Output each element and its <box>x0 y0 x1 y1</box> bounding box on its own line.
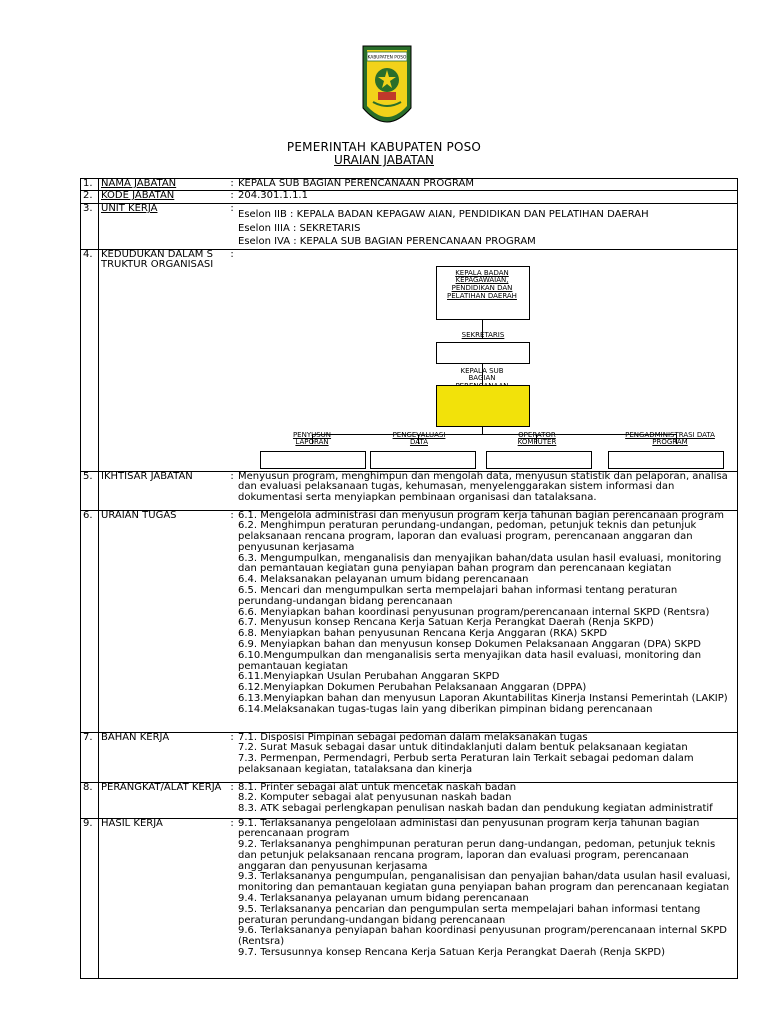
list-item: 9.4. Terlaksananya pelayanan umum bidang perencanaan <box>238 893 529 905</box>
row-nama-jabatan <box>81 179 738 191</box>
colon: : <box>228 191 236 204</box>
org-label-staff: PENGEVALUASI DATA <box>392 430 446 447</box>
row-value: KEPALA SUB BAGIAN PERENCANAAN PROGRAM <box>236 179 738 191</box>
colon: : <box>228 179 236 191</box>
row-number: 6. <box>81 510 99 732</box>
kabupaten-poso-emblem <box>361 44 413 136</box>
list-item: 9.6. Terlaksananya penyiapan bahan koordinasi penyusunan program/perencanaan internal SKPD (Rentsra) <box>238 925 727 948</box>
unit-line: Eselon IIB : KEPALA BADAN KEPAGAW AIAN, PENDIDIKAN DAN PELATIHAN DAERAH <box>238 209 649 220</box>
result-list <box>236 818 738 978</box>
list-item: 7.2. Surat Masuk sebagai dasar untuk ditindaklanjuti dalam bentuk pelaksanaan kegiatan <box>238 742 688 754</box>
colon: : <box>228 818 236 978</box>
list-item: 9.7. Tersusunnya konsep Rencana Kerja Satuan Kerja Perangkat Daerah (Renja SKPD) <box>238 947 666 959</box>
row-value: 204.301.1.1.1 <box>236 191 738 204</box>
list-item: 6.10.Mengumpulkan dan menganalisis serta menyajikan data hasil evaluasi, monitoring dan pemantauan kegiatan <box>238 649 702 672</box>
list-item: 9.3. Terlaksananya pengumpulan, penganalisisan dan penyajian bahan/data usulan hasil evaluasi, monitoring dan pemantauan kegiatan guna penyiapan bahan program dan perencanaan kegiatan <box>238 871 731 894</box>
org-box-kasubag <box>436 385 530 427</box>
org-label-kepala-badan: KEPALA BADAN KEPAGAWAIAN, PENDIDIKAN DAN PELATIHAN DAERAH <box>447 268 517 300</box>
row-number: 9. <box>81 818 99 978</box>
header-title: URAIAN JABATAN <box>333 153 434 167</box>
list-item: 8.1. Printer sebagai alat untuk mencetak naskah badan <box>238 781 517 793</box>
org-box-staff <box>370 451 476 469</box>
unit-line: Eselon IVA : KEPALA SUB BAGIAN PERENCANAAN PROGRAM <box>238 236 536 247</box>
list-item: 6.9. Menyiapkan bahan dan menyusun konsep Dokumen Pelaksanaan Anggaran (DPA) SKPD <box>238 639 701 651</box>
colon: : <box>228 471 236 510</box>
row-ikhtisar <box>81 471 738 510</box>
row-perangkat <box>81 782 738 818</box>
list-item: 6.1. Mengelola administrasi dan menyusun program kerja tahunan bagian perencanaan program <box>238 509 724 521</box>
org-label-staff: OPERATOR KOMPUTER <box>517 430 557 447</box>
org-chart <box>236 250 737 468</box>
list-item: 9.1. Terlaksananya pengelolaan administasi dan penyusunan program kerja tahunan bagian perencanaan program <box>238 817 700 840</box>
org-chart-cell <box>236 249 738 471</box>
colon: : <box>228 732 236 782</box>
logo-top-text: KABUPATEN POSO <box>367 55 407 61</box>
org-label-sekretaris: SEKRETARIS <box>461 330 505 339</box>
row-number: 4. <box>81 249 99 471</box>
row-label: UNIT KERJA <box>99 204 229 250</box>
colon: : <box>228 249 236 471</box>
header-government: PEMERINTAH KABUPATEN POSO <box>286 140 482 154</box>
list-item: 6.3. Mengumpulkan, menganalisis dan menyajikan bahan/data usulan hasil evaluasi, monitoring dan pemantauan kegiatan guna penyiapan bahan program dan perencanaan kegiatan <box>238 552 722 575</box>
org-box-staff <box>486 451 592 469</box>
equipment-list <box>236 782 738 818</box>
row-label: KEDUDUKAN DALAM S TRUKTUR ORGANISASI <box>99 249 229 471</box>
task-list <box>236 510 738 732</box>
material-list <box>236 732 738 782</box>
list-item: 9.2. Terlaksananya penghimpunan peraturan perun dang-undangan, pedoman, petunjuk teknis dan petunjuk pelaksanaan rencana program, laporan dan evaluasi program, perencanaan anggaran dan penyusunan kerjasama <box>238 839 716 872</box>
org-box-staff <box>260 451 366 469</box>
row-number: 7. <box>81 732 99 782</box>
row-hasil-kerja <box>81 818 738 978</box>
org-connector <box>482 426 483 434</box>
list-item: 7.1. Disposisi Pimpinan sebagai pedoman dalam melaksanakan tugas <box>238 731 588 743</box>
list-item: 9.5. Terlaksananya pencarian dan pengumpulan serta mempelajari bahan informasi tentang peraturan perundang-undangan bidang perencanaan <box>238 903 701 926</box>
row-label: KODE JABATAN <box>99 191 229 204</box>
row-unit-kerja <box>81 204 738 250</box>
row-number: 2. <box>81 191 99 204</box>
list-item: 6.4. Melaksanakan pelayanan umum bidang perencanaan <box>238 574 529 586</box>
row-value: Menyusun program, menghimpun dan mengolah data, menyusun statistik dan pelaporan, analisa dan evaluasi pelaksanaan tugas, kehumasan, menyelenggarakan sistem informasi dan dokumentasi serta menyiapkan pembinaan organisasi dan tatalaksana. <box>236 471 738 510</box>
row-label: NAMA JABATAN <box>99 179 229 191</box>
unit-line: Eselon IIIA : SEKRETARIS <box>238 222 361 234</box>
row-label: IKHTISAR JABATAN <box>99 471 229 510</box>
list-item: 6.13.Menyiapkan bahan dan menyusun Laporan Akuntabilitas Kinerja Instansi Pemerintah (LAKIP) <box>238 693 728 705</box>
row-number: 5. <box>81 471 99 510</box>
list-item: 6.11.Menyiapkan Usulan Perubahan Anggaran SKPD <box>238 671 500 683</box>
list-item: 8.2. Komputer sebagai alat penyusunan naskah badan <box>238 792 512 804</box>
list-item: 6.14.Melaksanakan tugas-tugas lain yang diberikan pimpinan bidang perencanaan <box>238 703 653 715</box>
list-item: 6.8. Menyiapkan bahan penyusunan Rencana Kerja Anggaran (RKA) SKPD <box>238 628 608 640</box>
job-description-table <box>80 178 738 979</box>
row-label: HASIL KERJA <box>99 818 229 978</box>
row-uraian-tugas <box>81 510 738 732</box>
colon: : <box>228 510 236 732</box>
row-label: BAHAN KERJA <box>99 732 229 782</box>
list-item: 6.6. Menyiapkan bahan koordinasi penyusunan program/perencanaan internal SKPD (Rentsra) <box>238 606 710 618</box>
org-label-staff: PENYUSUN LAPORAN <box>292 430 332 447</box>
colon: : <box>228 204 236 250</box>
row-kedudukan <box>81 249 738 471</box>
list-item: 6.2. Menghimpun peraturan perundang-undangan, pedoman, petunjuk teknis dan petunjuk pelaksanaan rencana program, laporan dan evaluasi program, perencanaan anggaran dan penyusunan kerjasama <box>238 520 697 553</box>
list-item: 8.3. ATK sebagai perlengkapan penulisan naskah badan dan pendukung kegiatan administratif <box>238 803 713 815</box>
list-item: 6.7. Menyusun konsep Rencana Kerja Satuan Kerja Perangkat Daerah (Renja SKPD) <box>238 617 654 629</box>
row-number: 3. <box>81 204 99 250</box>
list-item: 7.3. Permenpan, Permendagri, Perbub serta Peraturan lain Terkait sebagai pedoman dalam pelaksanaan kegiatan, tatalaksana dan kinerja <box>238 753 694 775</box>
row-kode-jabatan <box>81 191 738 204</box>
org-label-kasubag: KEPALA SUB BAGIAN <box>460 366 504 383</box>
row-label: PERANGKAT/ALAT KERJA <box>99 782 229 818</box>
row-number: 1. <box>81 179 99 191</box>
row-value <box>236 204 738 250</box>
row-bahan-kerja <box>81 732 738 782</box>
org-label-staff: PENGADMINISTRASI DATA PROGRAM <box>625 430 715 447</box>
list-item: 6.5. Mencari dan mengumpulkan serta mempelajari bahan informasi tentang peraturan perundang-undangan bidang perencanaan <box>238 585 678 607</box>
row-label: URAIAN TUGAS <box>99 510 229 732</box>
org-box-sekretaris <box>436 342 530 364</box>
org-box-staff <box>608 451 724 469</box>
row-number: 8. <box>81 782 99 818</box>
list-item: 6.12.Menyiapkan Dokumen Perubahan Pelaksanaan Anggaran (DPPA) <box>238 682 587 694</box>
colon: : <box>228 782 236 818</box>
